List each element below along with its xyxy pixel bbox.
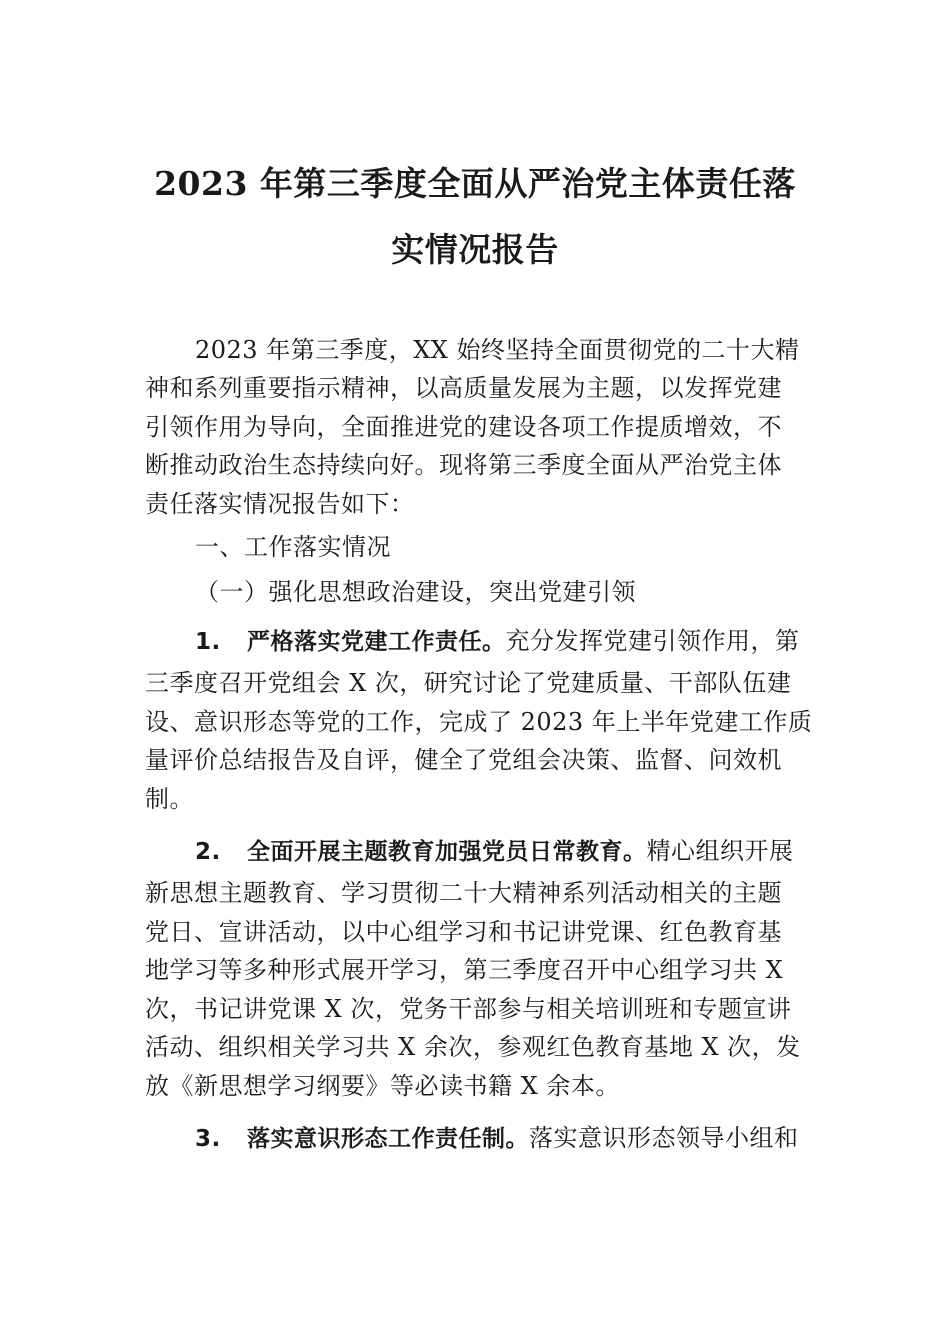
- section-heading: 一、工作落实情况: [195, 533, 391, 561]
- document-body: [145, 0, 835, 1344]
- subsection-heading: （一）强化思想政治建设，突出党建引领: [195, 578, 636, 606]
- intro-line: 责任落实情况报告如下：: [145, 490, 415, 518]
- item-number: 1.: [195, 629, 221, 655]
- item-line: 活动、组织相关学习共 X 余次，参观红色教育基地 X 次，发: [145, 1033, 801, 1061]
- item-text: 精心组织开展: [646, 837, 794, 865]
- item-bold-title: 落实意识形态工作责任制。: [247, 1126, 529, 1152]
- item-line: 新思想主题教育、学习贯彻二十大精神系列活动相关的主题: [145, 879, 782, 907]
- item-first-line: [195, 622, 800, 660]
- document-title-line-2: 实情况报告: [391, 230, 559, 269]
- item-text: 充分发挥党建引领作用，第: [505, 627, 800, 655]
- item-line: 次，书记讲党课 X 次，党务干部参与相关培训班和专题宣讲: [145, 995, 792, 1023]
- item-first-line: [195, 1119, 799, 1157]
- item-bold-title: 严格落实党建工作责任。: [247, 629, 506, 655]
- item-text: 落实意识形态领导小组和: [529, 1124, 799, 1152]
- item-line: 制。: [145, 785, 194, 813]
- item-number: 3.: [195, 1126, 221, 1152]
- intro-line: 断推动政治生态持续向好。现将第三季度全面从严治党主体: [145, 451, 782, 479]
- item-line: 党日、宣讲活动，以中心组学习和书记讲党课、红色教育基: [145, 918, 782, 946]
- intro-line: 神和系列重要指示精神，以高质量发展为主题，以发挥党建: [145, 374, 782, 402]
- item-line: 地学习等多种形式展开学习，第三季度召开中心组学习共 X: [145, 956, 784, 984]
- item-line: 三季度召开党组会 X 次，研究讨论了党建质量、干部队伍建: [145, 669, 792, 697]
- item-number: 2.: [195, 839, 221, 865]
- item-line: 放《新思想学习纲要》等必读书籍 X 余本。: [145, 1072, 620, 1100]
- intro-line: 2023 年第三季度，XX 始终坚持全面贯彻党的二十大精: [195, 336, 800, 364]
- item-line: 量评价总结报告及自评，健全了党组会决策、监督、问效机: [145, 746, 782, 774]
- item-first-line: [195, 832, 794, 870]
- intro-line: 引领作用为导向，全面推进党的建设各项工作提质增效，不: [145, 413, 782, 441]
- document-title-line-1: 2023 年第三季度全面从严治党主体责任落: [154, 164, 796, 203]
- item-bold-title: 全面开展主题教育加强党员日常教育。: [247, 839, 647, 865]
- item-line: 设、意识形态等党的工作，完成了 2023 年上半年党建工作质: [145, 708, 813, 736]
